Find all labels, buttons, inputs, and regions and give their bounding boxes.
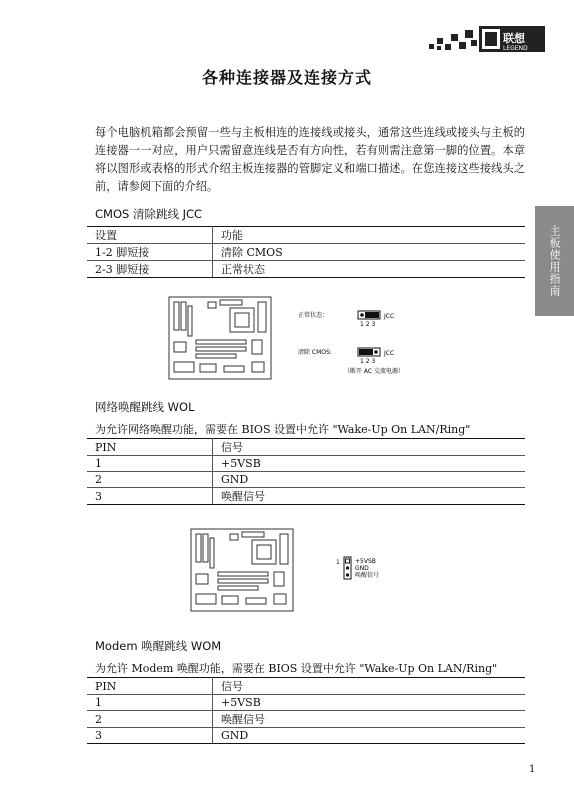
table-row: PIN 信号	[87, 678, 525, 695]
svg-text:1 2 3: 1 2 3	[360, 321, 376, 328]
legend-logo	[429, 22, 547, 54]
wom-heading: Modem 唤醒跳线 WOM	[95, 639, 222, 653]
table-row: 2-3 脚短接 正常状态	[87, 261, 525, 278]
svg-text:JCC: JCC	[384, 350, 395, 357]
svg-text:联想: 联想	[503, 32, 525, 45]
table-row: PIN 信号	[87, 439, 525, 456]
table-row: 2 唤醒信号	[87, 711, 525, 728]
table-row: 1-2 脚短接 清除 CMOS	[87, 244, 525, 261]
table-row: 1 +5VSB	[87, 456, 525, 472]
wol-description: 为允许网络唤醒功能，需要在 BIOS 设置中允许 "Wake-Up On LAN/Ring"	[95, 423, 471, 436]
cmos-heading: CMOS 清除跳线 JCC	[95, 207, 203, 221]
jcc-jumper-diagram	[296, 306, 426, 378]
table-row: 设置 功能	[87, 227, 525, 244]
side-tab: 主板使用指南	[535, 206, 574, 316]
svg-text:GND: GND	[355, 565, 369, 572]
svg-text:（断开 AC 交流电源）: （断开 AC 交流电源）	[344, 368, 405, 375]
page-title: 各种连接器及连接方式	[201, 68, 372, 87]
svg-text:+5VSB: +5VSB	[355, 558, 376, 565]
svg-text:1: 1	[336, 559, 340, 566]
table-row: 1 +5VSB	[87, 695, 525, 711]
cmos-table	[87, 226, 525, 278]
svg-text:LEGEND: LEGEND	[503, 45, 528, 52]
wol-table	[87, 438, 525, 505]
table-row: 2 GND	[87, 472, 525, 488]
svg-text:唤醒信号: 唤醒信号	[355, 572, 380, 579]
svg-text:清除 CMOS:: 清除 CMOS:	[298, 349, 332, 356]
wol-heading: 网络唤醒跳线 WOL	[95, 400, 195, 414]
motherboard-diagram-jcc	[168, 296, 272, 380]
wom-description: 为允许 Modem 唤醒功能，需要在 BIOS 设置中允许 "Wake-Up On LAN/Ring"	[95, 662, 498, 675]
table-row: 3 唤醒信号	[87, 488, 525, 505]
page-number: 1	[529, 764, 536, 775]
svg-text:正常状态：: 正常状态：	[298, 312, 329, 319]
motherboard-diagram-wol	[190, 528, 294, 612]
svg-text:JCC: JCC	[384, 313, 395, 320]
intro-paragraph: 每个电脑机箱都会预留一些与主板相连的连接线或接头，通常这些连线或接头与主板的连接器一一对应，用户只需留意连线是否有方向性，若有则需注意第一脚的位置。本章将以图形或表格的形式介绍主板连接器的管脚定义和端口描述。在您连接这些接线头之前，请参阅下面的介绍。	[95, 126, 525, 193]
svg-text:1 2 3: 1 2 3	[360, 358, 376, 365]
wom-table	[87, 677, 525, 744]
table-row: 3 GND	[87, 728, 525, 744]
wol-connector-diagram	[334, 555, 394, 585]
